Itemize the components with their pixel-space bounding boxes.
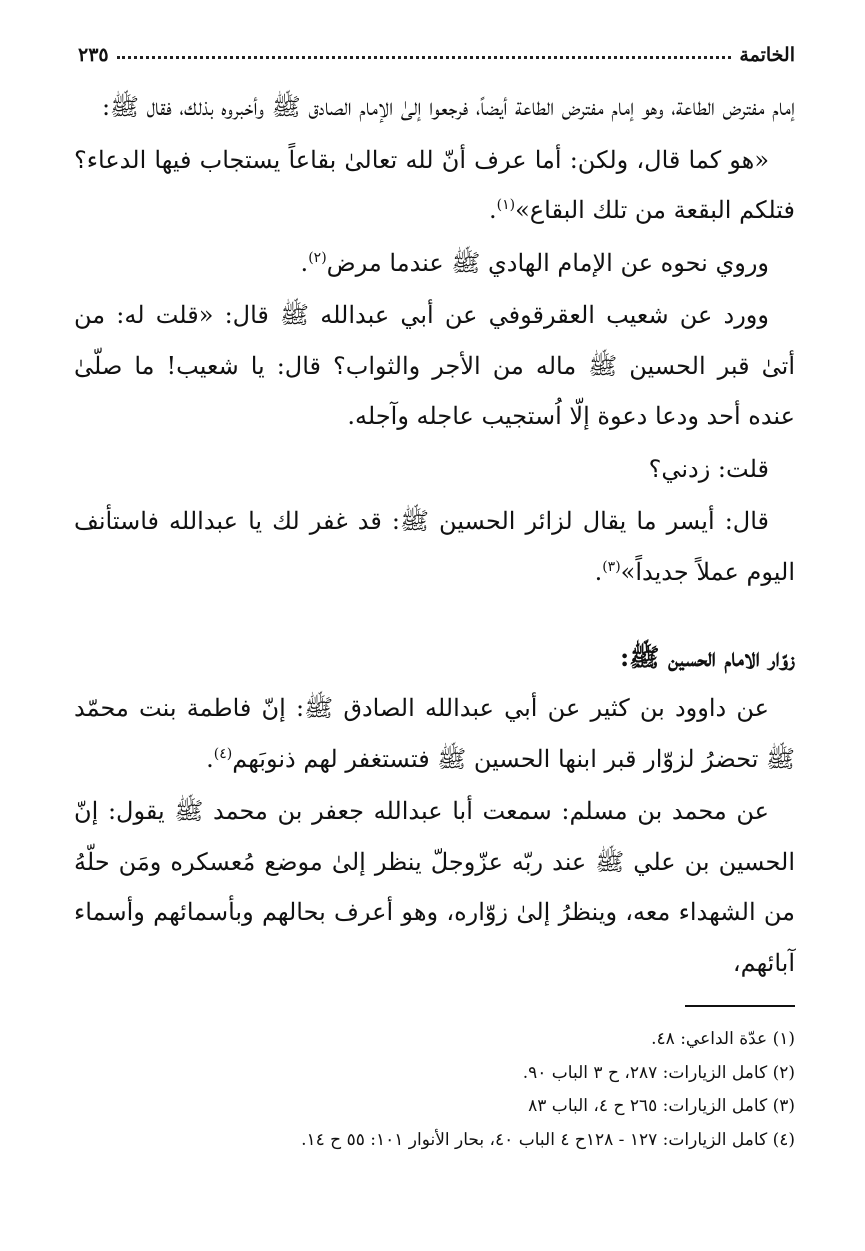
footnotes [74, 1023, 795, 1157]
paragraph: عن محمد بن مسلم: سمعت أبا عبدالله جعفر بن محمد ﷺ يقول: إنّ الحسين بن علي ﷺ عند ربّه عزّوجلّ ينظر إلىٰ موضع مُعسكره ومَن حلّهُ من الشهداء معه، وينظرُ إلىٰ زوّاره، وهو أعرف بحالهم وبأسمائهم وأسماء آبائهم، [74, 797, 795, 977]
paragraph: عن داوود بن كثير عن أبي عبدالله الصادق ﷺ: إنّ فاطمة بنت محمّد ﷺ تحضرُ لزوّار قبر ابنها الحسين ﷺ فتستغفر لهم ذنوبَهم$^{(٤)}$. [74, 694, 795, 773]
footnote-ref: (٣) [602, 558, 621, 575]
paragraph: وروي نحوه عن الإمام الهادي ﷺ عندما مرض$^{(٢)}$. [300, 248, 769, 277]
footnote-ref: (٢) [308, 249, 327, 266]
paragraph: وورد عن شعيب العقرقوفي عن أبي عبدالله ﷺ قال: «قلت له: من أتىٰ قبر الحسين ﷺ ماله من الأجر والثواب؟ قال: يا شعيب! ما صلّىٰ عنده أحد ودعا دعوة إلّا اُستجيب عاجله وآجله. [74, 301, 795, 430]
running-header [78, 30, 795, 66]
paragraph: قال: أيسر ما يقال لزائر الحسين ﷺ: قد غفر لك يا عبدالله فاستأنف اليوم عملاً جديداً»$^{(٣)}$. [74, 507, 795, 586]
paragraph: «هو كما قال، ولكن: أما عرف أنّ لله تعالىٰ بقاعاً يستجاب فيها الدعاء؟ فتلكم البقعة من تلك البقاع»$^{(١)}$. [74, 145, 795, 224]
page-number: ٢٣٥ [78, 44, 109, 66]
header-dot-leader [117, 56, 732, 59]
footnote-ref: (١) [496, 197, 516, 213]
footnote: (٤) كامل الزيارات: ١٢٧ - ١٢٨ح ٤ الباب ٤٠، بحار الأنوار ١٠١: ٥٥ ح ١٤. [301, 1129, 795, 1150]
footnote-ref: (٤) [213, 745, 233, 762]
paragraph: إمام مفترض الطاعة، وهو إمام مفترض الطاعة أيضاً، فرجعوا إلىٰ الإمام الصادق ﷺ وأخبروه بذلك، فقال ﷺ: [101, 93, 795, 121]
page-body [74, 82, 795, 988]
chapter-title: الخاتمة [739, 44, 795, 66]
paragraph: قلت: زدني؟ [648, 454, 769, 483]
footnote: (٢) كامل الزيارات: ٢٨٧، ح ٣ الباب ٩٠. [522, 1062, 795, 1083]
footnote: (١) عدّة الداعي: ٤٨. [651, 1029, 795, 1049]
footnote-separator [685, 1005, 795, 1007]
footnote: (٣) كامل الزيارات: ٢٦٥ ح ٤، الباب ٨٣ [528, 1096, 795, 1116]
section-heading: زوّار الامام الحسين ﷺ: [620, 643, 795, 672]
